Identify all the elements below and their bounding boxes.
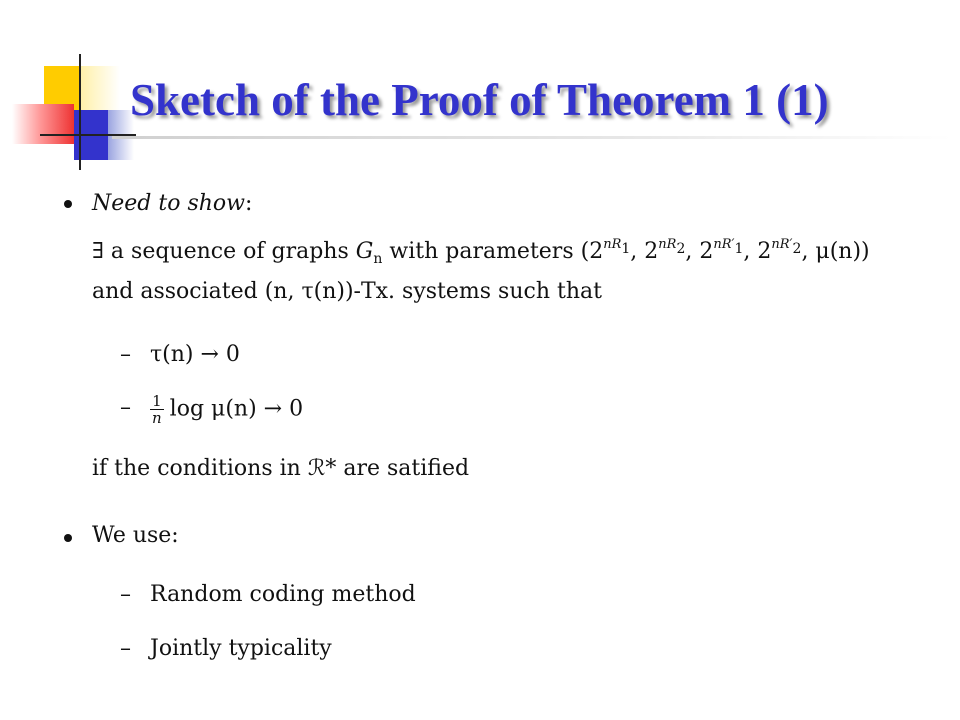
need-to-show-label: Need to show: (92, 191, 253, 216)
bullet-dot (64, 534, 72, 542)
dash-marker: – (120, 636, 131, 661)
fraction-one-over-n: $\frac{1}{n}$ (152, 392, 162, 427)
corner-decoration (0, 0, 140, 170)
slide-title: Sketch of the Proof of Theorem 1 (1) (130, 75, 829, 125)
dash-marker: – (120, 342, 131, 367)
associated-systems-line: and associated (n, τ(n))-Tx. systems such that (92, 279, 602, 304)
conditions-footer: if the conditions in ℛ* are satified (92, 456, 470, 481)
dash-marker: – (120, 395, 131, 420)
method-joint-typicality: Jointly typicality (150, 636, 332, 661)
bullet-dot (64, 200, 72, 208)
deco-pale-yellow-square (80, 66, 120, 114)
deco-red-square (12, 104, 74, 144)
we-use-label: We use: (92, 523, 179, 548)
title-underline (112, 136, 952, 139)
condition-log-mu: $\frac{1}{n}$ log μ(n) → 0 (152, 392, 304, 427)
existence-statement: ∃ a sequence of graphs $G_n$ with parameters ($2^{nR_1}$, $2^{nR_2}$, $2^{nR'_1}$, $2^{nR'_2}$, μ(n)) (92, 237, 870, 267)
condition-tau: τ(n) → 0 (150, 342, 240, 367)
method-random-coding: Random coding method (150, 582, 416, 607)
deco-vertical-line (79, 54, 81, 170)
dash-marker: – (120, 582, 131, 607)
